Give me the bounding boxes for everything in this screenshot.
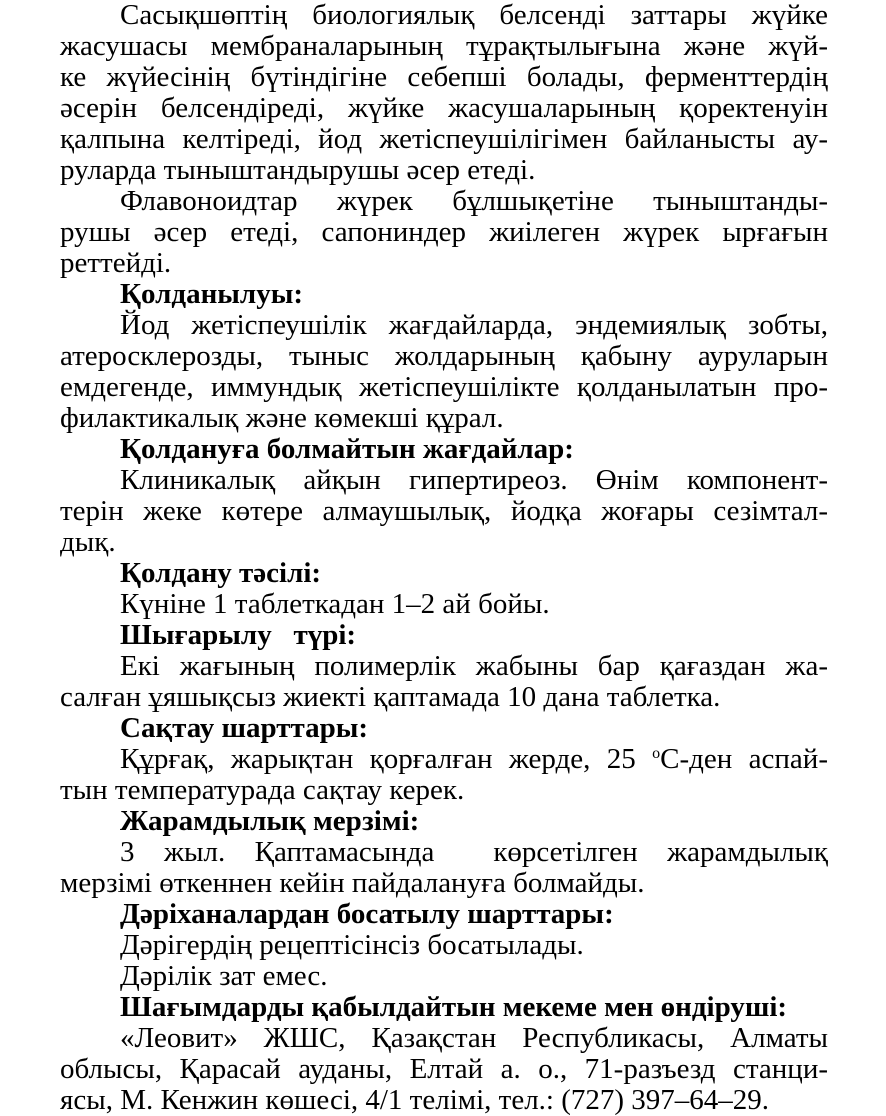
text-line: Күніне 1 таблеткадан 1–2 ай бойы.: [120, 588, 550, 620]
degree-superscript: о: [652, 745, 661, 762]
paragraph-contraindications: [60, 465, 828, 558]
text-line: мерзімі өткеннен кейін пайдалануға болмайды.: [60, 867, 645, 899]
text-line: [60, 744, 828, 775]
text-line: «Леовит» ЖШС, Қазақстан Республикасы, Алматы: [120, 1022, 828, 1054]
text-line: қалпына келтіреді, йод жетіспеушілігімен байланысты ау-: [60, 123, 828, 155]
text-line: салған ұяшықсыз жиекті қаптамада 10 дана таблетка.: [60, 681, 721, 713]
heading-contraindications: Қолдануға болмайтын жағдайлар:: [120, 433, 574, 465]
heading-usage: Қолданылуы:: [120, 278, 304, 310]
paragraph-dispensing: [60, 930, 828, 961]
text-line: руларда тыныштандырушы әсер етеді.: [60, 154, 536, 186]
text-line: Дәрілік зат емес.: [120, 960, 328, 992]
heading-storage: Сақтау шарттары:: [120, 712, 369, 744]
text-line: филактикалық және көмекші құрал.: [60, 402, 504, 434]
text-line: Флавоноидтар жүрек бұлшықетіне тыныштанды-: [120, 185, 828, 217]
text-line: Дәрігердің рецептісінсіз босатылады.: [120, 929, 584, 961]
document-page: [60, 0, 828, 1116]
text-line: ясы, М. Кенжин көшесі, 4/1 телімі, тел.: (727) 397–64–29.: [60, 1084, 770, 1116]
paragraph-storage: [60, 744, 828, 806]
text-line: Екі жағының полимерлік жабыны бар қағаздан жа-: [120, 650, 828, 682]
text-line: рушы әсер етеді, сапониндер жиілеген жүрек ырғағын: [60, 216, 828, 248]
heading-shelf-life: Жарамдылық мерзімі:: [120, 805, 420, 837]
text-line: атеросклерозды, тыныс жолдарының қабыну ауруларын: [60, 340, 828, 372]
text-line: Клиникалық айқын гипертиреоз. Өнім компонент-: [120, 464, 828, 496]
text-line: емдегенде, иммундық жетіспеушілікте қолданылатын про-: [60, 371, 828, 403]
storage-text-part: Құрғақ, жарықтан қорғалған жерде, 25: [120, 743, 653, 775]
text-line: 3 жыл. Қаптамасында көрсетілген жарамдылық: [120, 836, 828, 868]
text-line: тын температурада сақтау керек.: [60, 774, 465, 806]
paragraph-shelf-life: [60, 837, 828, 899]
paragraph-manufacturer: [60, 1023, 828, 1116]
paragraph-not-medicine: [60, 961, 828, 992]
text-line: ке жүйесінің бүтіндігіне себепші болады, ферменттердің: [60, 61, 828, 93]
paragraph-valerian: [60, 0, 828, 186]
text-line: терін жеке көтере алмаушылық, йодқа жоғары сезімтал-: [60, 495, 828, 527]
paragraph-flavonoids: [60, 186, 828, 279]
text-line: жасушасы мембраналарының тұрақтылығына және жүй-: [60, 30, 828, 62]
heading-manufacturer: Шағымдарды қабылдайтын мекеме мен өндіруші:: [120, 991, 788, 1023]
paragraph-usage: [60, 310, 828, 434]
text-line: дық.: [60, 526, 116, 558]
text-line: Сасықшөптің биологиялық белсенді заттары жүйке: [120, 0, 828, 31]
text-line: әсерін белсендіреді, жүйке жасушаларының қоректенуін: [60, 92, 828, 124]
text-line: реттейді.: [60, 247, 172, 279]
text-line: Йод жетіспеушілік жағдайларда, эндемиялық зобты,: [120, 309, 828, 341]
paragraph-form: [60, 651, 828, 713]
heading-dispensing: Дәріханалардан босатылу шарттары:: [120, 898, 614, 930]
storage-text-part: С-ден аспай-: [660, 743, 828, 775]
paragraph-dosage: [60, 589, 828, 620]
heading-dosage: Қолдану тәсілі:: [120, 557, 322, 589]
text-line: облысы, Қарасай ауданы, Елтай а. о., 71-разъезд станци-: [60, 1053, 828, 1085]
heading-form: Шығарылу түрі:: [120, 619, 357, 651]
